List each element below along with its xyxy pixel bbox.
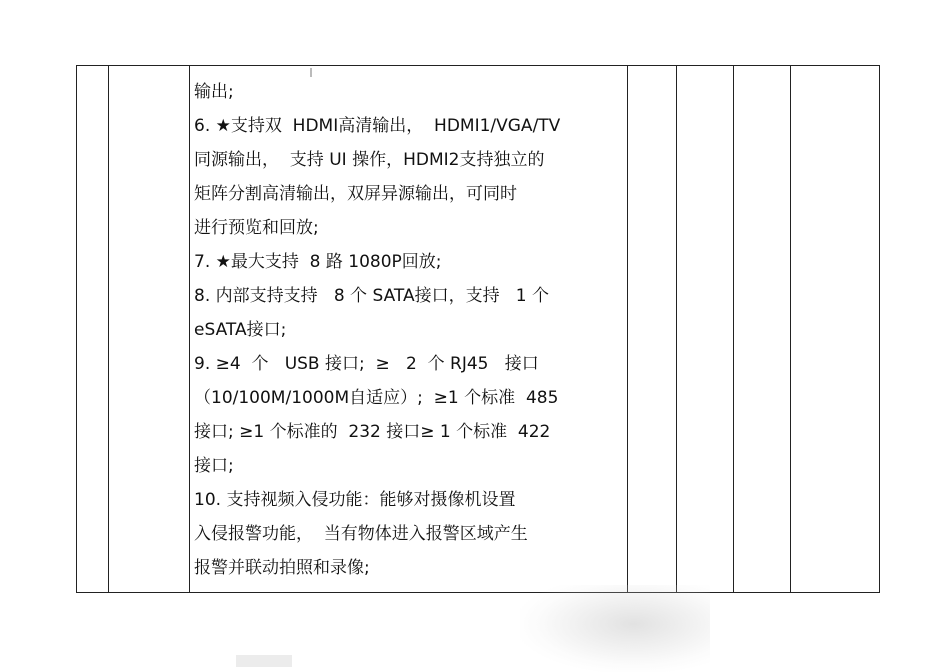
spec-table xyxy=(76,65,880,593)
spec-line: 入侵报警功能， 当有物体进入报警区域产生 xyxy=(194,524,528,544)
spec-line: 输出; xyxy=(194,82,234,102)
spec-line: eSATA接口; xyxy=(194,320,287,340)
spec-line: 6. ★支持双 HDMI高清输出， HDMI1/VGA/TV xyxy=(194,116,561,136)
spec-line: 10. 支持视频入侵功能：能够对摄像机设置 xyxy=(194,490,516,510)
faint-watermark xyxy=(236,655,292,667)
spec-line: 报警并联动拍照和录像; xyxy=(194,558,370,578)
spec-line: 同源输出， 支持 UI 操作，HDMI2支持独立的 xyxy=(194,150,545,170)
scan-smudge xyxy=(520,585,710,672)
remark-cell xyxy=(791,66,880,593)
quantity-cell xyxy=(628,66,677,593)
spec-line: 7. ★最大支持 8 路 1080P回放; xyxy=(194,252,442,272)
item-name-cell xyxy=(109,66,190,593)
price-cell xyxy=(734,66,791,593)
spec-line: 进行预览和回放; xyxy=(194,218,319,238)
spec-text xyxy=(190,66,627,585)
table-row xyxy=(77,66,880,593)
spec-line: 8. 内部支持支持 8 个 SATA接口，支持 1 个 xyxy=(194,286,549,306)
spec-line: 9. ≥4 个 USB 接口; ≥ 2 个 RJ45 接口 xyxy=(194,354,539,374)
spec-line: （10/100M/1000M自适应）; ≥1 个标准 485 xyxy=(194,388,559,408)
spec-line: 接口; xyxy=(194,456,234,476)
scan-speck xyxy=(310,68,312,77)
spec-cell xyxy=(190,66,628,593)
spec-line: 接口; ≥1 个标准的 232 接口≥ 1 个标准 422 xyxy=(194,422,551,442)
spec-line: 矩阵分割高清输出，双屏异源输出，可同时 xyxy=(194,184,517,204)
index-cell xyxy=(77,66,109,593)
unit-cell xyxy=(677,66,734,593)
